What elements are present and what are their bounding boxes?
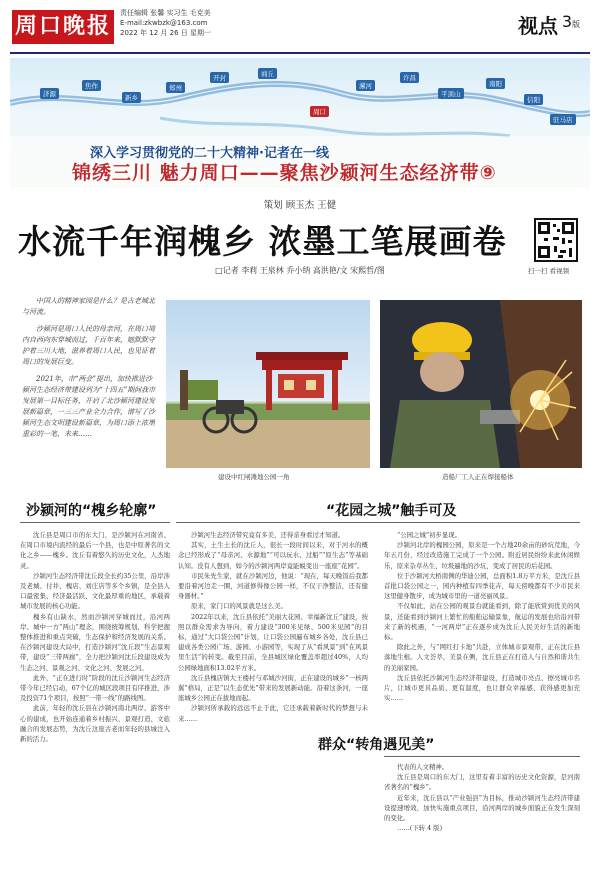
section-rule — [176, 522, 580, 523]
body-paragraph: 不仅如此，站在公园的观景台就能看到，除了能欣赏到优美的风景，还能看到沙颍河上繁忙的船舶运输景象，航运的发展也给沿河带来了新的机遇，“一河两岸”正在逐步成为沈丘人民美好生活的新地标。 — [384, 602, 580, 642]
banner-subtitle: 深入学习贯彻党的二十大精神·记者在一线 — [90, 146, 329, 161]
park-photo-graphic — [166, 300, 370, 468]
body-paragraph: 沈丘县依托沙颍河生态经济带建设，打造城市亮点、擦亮城市名片，让城市更具品质、更有温度，也让群众幸福感、获得感更加充实…… — [384, 673, 580, 703]
banner-title: 锦绣三川 魅力周口——聚焦沙颍河生态经济带⑨ — [72, 162, 497, 184]
body-paragraph: 位于沙颍河大桥南侧的华迪公园，总面积1.8万平方米，是沈丘县首批口袋公园之一，园内种植有四季花卉，每天傍晚都有不少市民来这里健身散步，成为城市里的一道亮丽风景。 — [384, 571, 580, 601]
city-label: 新乡 — [122, 92, 141, 103]
qr-caption: 扫一扫 看视频 — [528, 267, 570, 275]
body-paragraph: 此前，年轻的沈丘县在沙颍河南北两岸、游客中心的建成，也开始连通着乡村振兴、景观打造、文旅融合的发展态势，为沈丘这座古老而年轻的县城注入新的活力。 — [20, 704, 170, 744]
city-label: 商丘 — [258, 68, 277, 79]
body-paragraph: 沙颍河北岸的槐园公园，原来是一个占地20余亩的砂坑荒地，今年五月份，经过改造施工完成了一个公园。附近居民纷纷来此休闲娱乐，原来杂草丛生、垃圾遍地的沙坑，变成了居民的后花园。 — [384, 541, 580, 570]
masthead-rule — [10, 52, 590, 54]
city-label: 开封 — [210, 72, 229, 83]
park-photo — [166, 300, 370, 468]
editor-line: 责任编辑 张馨 实习生 毛克美 — [120, 9, 211, 17]
city-label: 焦作 — [82, 80, 101, 91]
body-paragraph: 原来，家门口的风景就是这么美。 — [191, 602, 287, 611]
masthead-info — [120, 8, 211, 38]
intro-paragraph: 沙颍河是周口人民的母亲河，在周口境内自西向东穿城而过，千百年来，她默默守护着三川大地，滋养着周口人民，也见证着周口的发展巨变。 — [22, 325, 155, 366]
body-paragraph: 其实，土生土长的沈丘人，很长一段时间以来，对于河水的概念已经形成了“母亲河、水源地”“可以玩水、过船”“原生态”等基础认知。没有人想到，如今的沙颍河两岸竟能蜕变出一座座“花园”。 — [178, 541, 368, 570]
city-label: 郑州 — [166, 82, 185, 93]
body-paragraph: 沙颍河生态经济带究竟有多美，还得亲身看过才知道。 — [191, 531, 345, 539]
city-label: 信阳 — [524, 94, 543, 105]
newspaper-logo: 周口晚报 — [12, 10, 114, 44]
body-paragraph: 除此之外，与“网红打卡地”共赴，立体城市景观带，正在沈丘县落地生根。人文荟萃，美景在侧，沈丘县正在打造人与自然和谐共生的美丽家园。 — [384, 643, 580, 672]
park-photo-caption: 建设中红闸滩地公园一角 — [218, 473, 290, 481]
city-label: 驻马店 — [550, 114, 576, 125]
intro-paragraph: 2021年，市“两会”提出，加快推进沙颍河生态经济带建设列为“十四五”期间我市发展第一目标任务，开启了北沙颍河建设发展新篇章，一三三产业全力合作，谱写了沙颍河生态文明建设新篇章，为周口添上浓墨重彩的一笔，未来…… — [22, 375, 156, 438]
body-column-1 — [20, 530, 170, 880]
city-label: 南阳 — [486, 78, 505, 89]
welder-photo-graphic — [380, 300, 582, 468]
body-column-3 — [384, 530, 580, 724]
page-suffix: 版 — [572, 20, 580, 29]
body-paragraph: 槐乡有山缺水，然而沙颍河穿城而过，沿河两岸、城中一方“两山”理念，围绕统筹规划，科学把握整体推进和重点突破，生态保护和经济发展的关系。在沙颍河建设大局中，打造沙颍河“沈丘段”生态景观带，建设“三带两廊”，全力把沙颍河沈丘段建设成为生态之河、景观之河、文化之河、发展之河。 — [20, 612, 170, 672]
date-line: 2022 年 12 月 26 日 星期一 — [120, 29, 211, 37]
body-paragraph: “公园之城”初步显现。 — [397, 531, 462, 539]
body-paragraph: 沙颍河生态经济带沈丘段全长约35公里，沿岸涉及老城、付井、槐店、刘庄店等多个乡镇，是全县人口最密集、经济最活跃、文化最厚重的地区，承载着城市发展的核心功能。 — [20, 571, 170, 611]
body-paragraph: 代表的人文精神。 — [397, 763, 449, 771]
series-banner — [10, 58, 590, 188]
body-paragraph: 沈丘县是周口市的东大门，是沙颍河在河南省、在周口市境内流经的最后一个县，也是中原著名的文化之乡——槐乡。沈丘有着悠久的历史文化，人杰地灵。 — [20, 531, 170, 570]
email-line: E-mail:zkwbzk@163.com — [120, 19, 208, 27]
intro-text — [22, 296, 156, 446]
section-title-3: 群众“转角遇见美” — [318, 737, 435, 753]
section-rule — [20, 522, 170, 523]
city-label: 济源 — [40, 88, 59, 99]
intro-paragraph: 中国人的精神家园是什么？是古老城北与河流。 — [22, 297, 155, 316]
city-label: 许昌 — [400, 72, 419, 83]
page-number — [562, 12, 580, 31]
welder-photo — [380, 300, 582, 468]
body-paragraph: 沈丘县是周口的东大门，这里有着丰富的历史文化资源，是河南省著名的“槐乡”。 — [384, 773, 580, 792]
city-label: 漯河 — [356, 80, 375, 91]
body-paragraph: 近年来，沈丘县以“产业强县”为目标，推动沙颍河生态经济带建设提速增效，加快实施重点项目，沿河两岸的城乡面貌正在发生深刻的变化。 — [384, 793, 580, 823]
body-paragraph: 沙颍河所承载的远远不止于此，它还承载着新时代的梦想与未来…… — [178, 704, 368, 723]
qr-code-icon — [536, 220, 576, 260]
welder-photo-caption: 造船厂工人正在焊接船体 — [442, 473, 514, 481]
section-name: 视点 — [518, 14, 558, 38]
page-number-value: 3 — [561, 12, 572, 31]
body-paragraph: 市民朱先生家，就在沙颍河边，他说：“现在，每天晚饭后我都要沿着河边走一圈，河道修得像公园一样，不仅干净整洁，还有健身器材。” — [178, 571, 368, 601]
banner-city-labels — [10, 58, 590, 148]
body-column-4 — [384, 762, 580, 882]
body-paragraph: 此外，“正在进行时”阶段的沈丘沙颍河生态经济带今年已经启动，67个亿的城区段项目有序推进，涉及投资71个项目，按照“一带一线”的路线图。 — [20, 673, 170, 703]
city-label-highlight: 周口 — [310, 106, 329, 117]
body-paragraph: 2022年以来，沈丘县依托“美丽大花园、幸福新沈丘”建设，按照以群众需求为导向，着力建设“300米见绿、500米见园”的目标，通过“大口袋公园”计划，让口袋公园遍布城乡各处，沈丘县已建成各类公园广场、游园、小游园等，实现了从“看风景”到“在风景里生活”的转变。截至目前，全县城区绿化覆盖率超过40%，人均公园绿地面积13.02平方米。 — [178, 612, 368, 672]
section-title-1: 沙颍河的“槐乡轮廓” — [26, 503, 157, 519]
continued-note: ……(下转 4 版) — [397, 824, 443, 833]
section-rule — [384, 756, 580, 757]
masthead — [0, 0, 600, 56]
planners-line: 策划 顾玉杰 王健 — [263, 200, 337, 211]
body-column-2 — [178, 530, 368, 880]
body-paragraph: 沈丘县槐店镇大王楼村与邓城沙河街，正在建设的城乡“一核两翼”格局，正是“以生态优先”带来的发展新动能。沿着这条河，一座座城乡公园正在拔地而起。 — [178, 673, 368, 703]
byline: □记者 李莉 王泉林 乔小纳 高洪艳/文 宋熙哲/图 — [215, 266, 385, 275]
section-title-2: “花园之城”触手可及 — [326, 503, 457, 519]
city-label: 平顶山 — [438, 88, 464, 99]
qr-code[interactable] — [534, 218, 578, 262]
page-headline: 水流千年润槐乡 浓墨工笔展画卷 — [18, 222, 507, 261]
